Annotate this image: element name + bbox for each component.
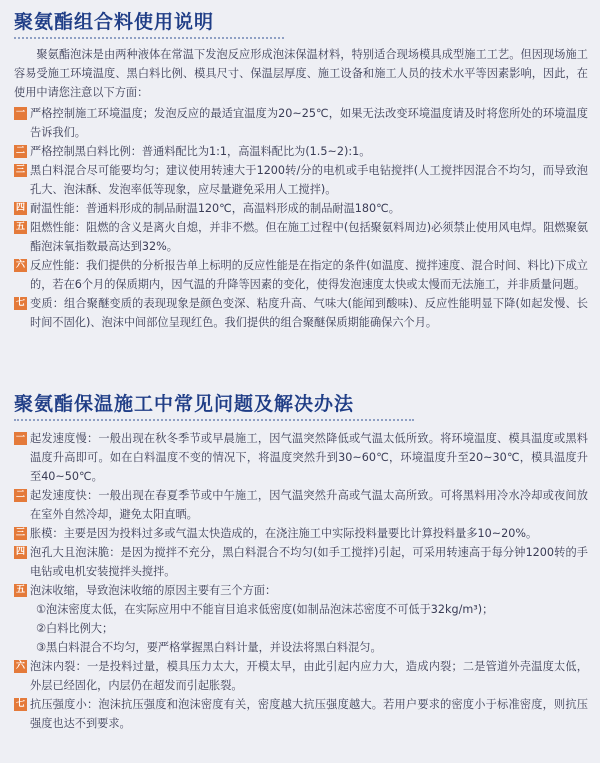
list-item: 七 抗压强度小：泡沫抗压强度和泡沫密度有关，密度越大抗压强度越大。若用户要求的密度小于标准密度，则抗压强度也达不到要求。 [15,698,588,730]
list-item: 七 变质：组合聚醚变质的表现现象是颜色变深、粘度升高、气味大(能闻到酸味)、反应性能明显下降(如起发慢、长时间不固化)、泡沫中间部位呈现红色。我们提供的组合聚醚保质期能确保六个月。 [15,297,588,329]
list-item: 六 反应性能：我们提供的分析报告单上标明的反应性能是在指定的条件(如温度、搅拌速度、混合时间、料比)下成立的，若在6个月的保质期内，因气温的升降等因素的变化，使得发泡速度太快或太慢而无法施工，并非质量问题。 [15,259,588,291]
item-number-badge: 一 [15,433,25,443]
item-number-badge: 二 [15,490,25,500]
item-number-badge: 五 [15,585,25,595]
list-item: 四 泡孔大且泡沫脆：是因为搅拌不充分，黑白料混合不均匀(如手工搅拌)引起，可采用转速高于每分钟1200转的手电钻或电机安装搅拌头搅拌。 [15,546,588,578]
list-item: 五 阻燃性能：阻燃的含义是离火自熄，并非不燃。但在施工过程中(包括聚氨料周边)必须禁止使用风电焊。阻燃聚氨酯泡沫氧指数最高达到32%。 [15,221,588,253]
section-title: 聚氨酯组合料使用说明 [14,11,215,33]
troubleshooting-section [14,392,588,733]
sub-item: ②白料比例大； [36,622,114,635]
title-divider [14,419,414,421]
title-divider [14,37,284,39]
list-item: 六 泡沫内裂：一是投料过量，模具压力太大，开模太早，由此引起内应力大，造成内裂；二是管道外壳温度太低，外层已经固化，内层仍在超发而引起胀裂。 [15,660,588,692]
item-number-badge: 六 [15,260,25,270]
list-item: 三 胀模：主要是因为投料过多或气温太快造成的，在浇注施工中实际投料量要比计算投料量多10~20%。 [15,527,538,540]
item-number-badge: 七 [15,298,25,308]
sub-item: ①泡沫密度太低，在实际应用中不能盲目追求低密度(如制品泡沫芯密度不可低于32kg/m³)； [36,603,494,616]
sub-item: ③黑白料混合不均匀，要严格掌握黑白料计量，并设法将黑白料混匀。 [36,641,382,654]
list-item: 三 黑白料混合尽可能要均匀；建议使用转速大于1200转/分的电机或手电钻搅拌(人工搅拌因混合不均匀，而导致泡孔大、泡沫酥、发泡率低等现象，应尽量避免采用人工搅拌)。 [15,164,588,196]
item-number-badge: 三 [15,165,25,175]
item-number-badge: 四 [15,547,25,557]
usage-instructions-section [14,10,588,332]
list-item: 二 起发速度快：一般出现在春夏季节或中午施工，因气温突然升高或气温太高所致。可将黑料用冷水冷却或夜间放在室外自然冷却，避免太阳直晒。 [15,489,588,521]
list-item: 一 起发速度慢：一般出现在秋冬季节或早晨施工，因气温突然降低或气温太低所致。将环境温度、模具温度或黑料温度升高即可。如在白料温度不变的情况下，将温度突然升到30~60℃，环境温度升至20~30℃，模具温度升至40~50℃。 [15,432,588,483]
list-item: 一 严格控制施工环境温度；发泡反应的最适宜温度为20~25℃，如果无法改变环境温度请及时将您所处的环境温度告诉我们。 [15,107,588,139]
item-number-badge: 一 [15,108,25,118]
item-number-badge: 七 [15,699,25,709]
list-item: 二 严格控制黑白料比例：普通料配比为1:1，高温料配比为(1.5~2):1。 [15,145,371,158]
section-title: 聚氨酯保温施工中常见问题及解决办法 [14,393,355,415]
item-number-badge: 六 [15,661,25,671]
item-number-badge: 三 [15,528,25,538]
list-item: 五 泡沫收缩，导致泡沫收缩的原因主要有三个方面： [15,584,277,597]
intro-paragraph: 聚氨酯泡沫是由两种液体在常温下发泡反应形成泡沫保温材料，特别适合现场模具成型施工工艺。但因现场施工容易受施工环境温度、黑白料比例、模具尺寸、保温层厚度、施工设备和施工人员的技术水平等因素影响，因此，在使用中请您注意以下方面： [14,48,588,99]
item-number-badge: 五 [15,222,25,232]
item-number-badge: 四 [15,203,25,213]
list-item: 四 耐温性能：普通料形成的制品耐温120℃，高温料形成的制品耐温180℃。 [15,202,400,215]
item-number-badge: 二 [15,146,25,156]
